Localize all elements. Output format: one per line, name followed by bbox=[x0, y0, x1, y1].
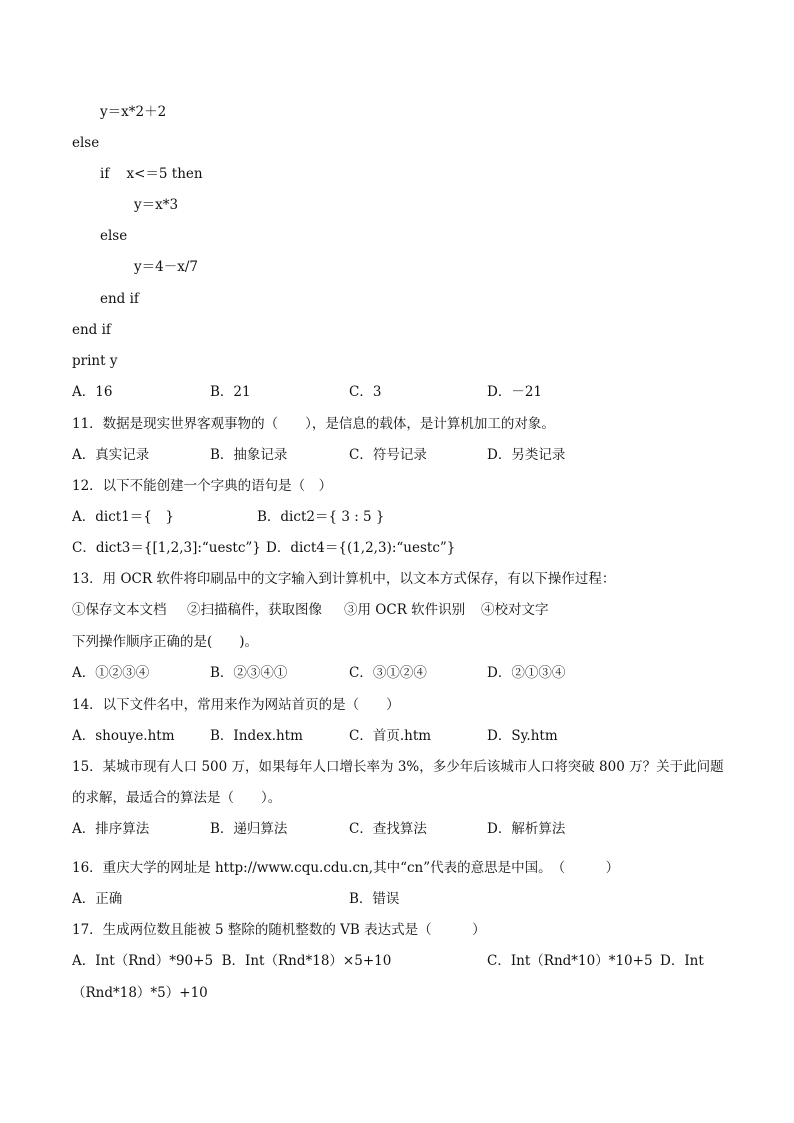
step-4: ④校对文字 bbox=[481, 602, 549, 618]
code-line: else bbox=[100, 228, 128, 244]
option-ab: A．Int（Rnd）*90+5 B．Int（Rnd*18）×5+10 bbox=[72, 953, 392, 969]
option-c: C．首页.htm bbox=[349, 728, 432, 744]
step-2: ②扫描稿件，获取图像 bbox=[187, 602, 322, 618]
option-c: C．符号记录 bbox=[349, 447, 427, 463]
code-line: y＝x*2＋2 bbox=[100, 104, 167, 120]
option-a: A．shouye.htm bbox=[72, 728, 175, 744]
question-stem: 14．以下文件名中，常用来作为网站首页的是（ ） bbox=[72, 697, 400, 713]
option-d: D．另类记录 bbox=[487, 447, 566, 463]
option-b: B．递归算法 bbox=[210, 821, 288, 837]
option-d: D．②①③④ bbox=[487, 665, 566, 681]
option-c: C．dict3＝{[1,2,3]:“uestc”} bbox=[72, 540, 261, 556]
option-d-continued: （Rnd*18）*5）+10 bbox=[72, 985, 208, 1001]
code-line: else bbox=[72, 135, 100, 151]
option-c: C．Int（Rnd*10）*10+5 bbox=[487, 953, 653, 969]
option-d: D．解析算法 bbox=[487, 821, 566, 837]
question-stem: 16．重庆大学的网址是 http://www.cqu.cdu.cn,其中“cn”代表的意思是中国。 （ ） bbox=[72, 860, 620, 876]
question-stem: 的求解，最适合的算法是（ ）。 bbox=[72, 790, 282, 806]
code-line: if x<＝5 then bbox=[100, 166, 203, 182]
option-a: A．16 bbox=[72, 384, 113, 400]
option-c: C．3 bbox=[349, 384, 382, 400]
code-line: print y bbox=[72, 353, 118, 369]
question-stem: 下列操作顺序正确的是( )。 bbox=[72, 634, 259, 650]
step-1: ①保存文本文档 bbox=[72, 602, 167, 618]
option-d: D．Sy.htm bbox=[487, 728, 558, 744]
question-stem: 12．以下不能创建一个字典的语句是（ ） bbox=[72, 478, 333, 494]
question-stem: 17．生成两位数且能被 5 整除的随机整数的 VB 表达式是（ ） bbox=[72, 922, 486, 938]
option-c: C．查找算法 bbox=[349, 821, 427, 837]
option-a: A．①②③④ bbox=[72, 665, 150, 681]
option-a: A．排序算法 bbox=[72, 821, 150, 837]
option-a: A．dict1＝{ } bbox=[72, 509, 174, 525]
code-line: y＝4－x/7 bbox=[134, 259, 198, 275]
code-line: end if bbox=[72, 322, 111, 338]
code-line: end if bbox=[100, 291, 139, 307]
step-3: ③用 OCR 软件识别 bbox=[344, 602, 466, 618]
code-line: y＝x*3 bbox=[134, 197, 179, 213]
option-d: D．dict4＝{(1,2,3):“uestc”} bbox=[266, 540, 456, 556]
option-b: B．dict2＝{ 3 : 5 } bbox=[257, 509, 385, 525]
option-b: B．②③④① bbox=[210, 665, 288, 681]
option-b: B．Index.htm bbox=[210, 728, 303, 744]
option-b: B．21 bbox=[210, 384, 251, 400]
question-stem: 13．用 OCR 软件将印刷品中的文字输入到计算机中，以文本方式保存，有以下操作过程： bbox=[72, 571, 616, 587]
option-b: B．错误 bbox=[349, 891, 400, 907]
option-d: D．Int bbox=[660, 953, 704, 969]
question-stem: 15．某城市现有人口 500 万，如果每年人口增长率为 3%，多少年后该城市人口将突破 800 万？关于此问题 bbox=[72, 759, 724, 775]
question-stem: 11．数据是现实世界客观事物的（ ），是信息的载体，是计算机加工的对象。 bbox=[72, 416, 555, 432]
option-c: C．③①②④ bbox=[349, 665, 427, 681]
option-d: D．－21 bbox=[487, 384, 543, 400]
option-a: A．正确 bbox=[72, 891, 123, 907]
option-b: B．抽象记录 bbox=[210, 447, 288, 463]
option-a: A．真实记录 bbox=[72, 447, 150, 463]
